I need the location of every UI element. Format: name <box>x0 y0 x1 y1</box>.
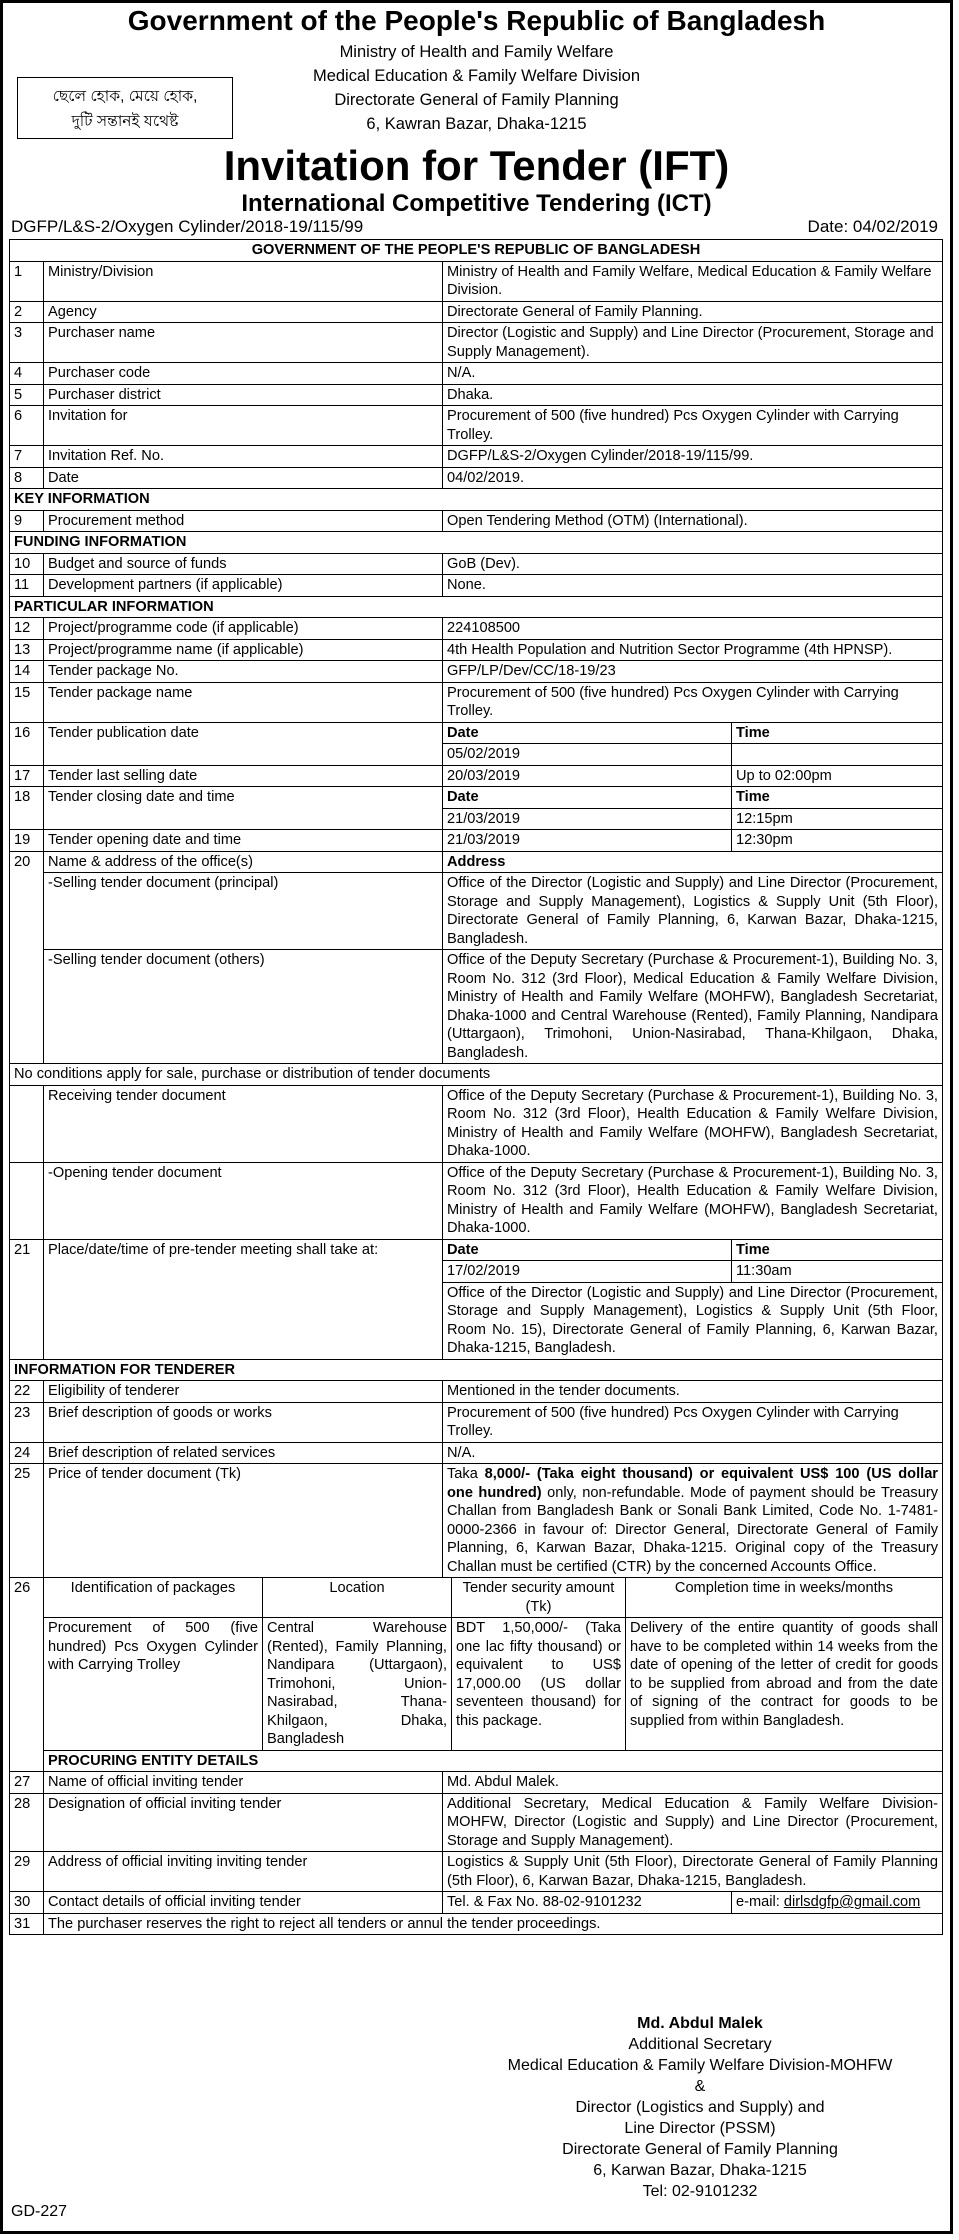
table-row: 16 Tender publication date Date Time <box>10 722 943 744</box>
notice-header <box>3 3 950 241</box>
tender-details-table: GOVERNMENT OF THE PEOPLE'S REPUBLIC OF BANGLADESH 1 Ministry/Division Ministry of Health and Family Welfare, Medical Education & Family Welfare Division. 2 Agency Directorate General of Family Planning. 3 Purchaser name Director (Logistic and Supply) and Line Director (Procurement, Storage and Supply Management). 4 Purchaser code N/A. 5 Purchaser district Dhaka. 6 Invitation for Procurement of 500 (five hundred) Pcs Oxygen Cylinder with Carrying Trolley. 7 Invitation Ref. No. DGFP/L&S-2/Oxygen Cylinder/2018-19/115/99. 8 Date 04/02/2019. KEY INFORMATION 9 Procurement method Open Tendering Method (OTM) (International). FUNDING INFORMATION 10 Budget and source of funds GoB (Dev). 11 Development partners (if applicable) None. PARTICULAR INFORMATION 12 Project/programme code (if applicable) 224108500 13 Project/programme name (if applicable) 4th Health Population and Nutrition Sector Programme (4th HPNSP). 14 Tender package No. GFP/LP/Dev/CC/18-19/23 15 Tender package name Procurement of 500 (five hundred) Pcs Oxygen Cylinder with Carrying Trolley. 16 Tender publication date Date Time 05/02/2019 17 Tender last selling date 20/03/2019 Up to 02:00pm 18 Tender closing date and time Date Time 21/03/2019 12:15pm 19 Tender opening date and time 21/03/2019 12:30pm 20 Name & address of the office(s) Address -Selling tender document (principal) Office of the Director (Logistic and Supply) and Line Director (Procurement, Storage and Supply Management), Logistics & Supply Unit (5th Floor), Directorate General of Family Planning, 6, Karwan Bazar, Dhaka-1215, Bangladesh. -Selling tender document (others) Office of the Deputy Secretary (Purchase & Procurement-1), Building No. 3, Room No. 312 (3rd Floor), Medical Education & Family Welfare Division, Ministry of Health and Family Welfare (MOHFW), Bangladesh Secretariat, Dhaka-1000 and Central Warehouse (Rented), Family Planning, Nandipara (Uttargaon), Trimohoni, Union-Nasirabad, Thana-Khilgaon, Dhaka, Bangladesh. No conditions apply for sale, purchase or distribution of tender documents Receiving tender document Office of the Deputy Secretary (Purchase & Procurement-1), Building No. 3, Room No. 312 (3rd Floor), Health Education & Family Welfare Division, Ministry of Health and Family Welfare (MOHFW), Bangladesh Secretariat, Dhaka-1000. -Opening tender document Office of the Deputy Secretary (Purchase & Procurement-1), Building No. 3, Room No. 312 (3rd Floor), Health Education & Family Welfare Division, Ministry of Health and Family Welfare (MOHFW), Bangladesh Secretariat, Dhaka-1000. 21 Place/date/time of pre-tender meeting shall take at: Date Time 17/02/2019 11:30am Office of the Director (Logistic and Supply) and Line Director (Procurement, Storage and Supply Management), Logistics & Supply Unit (5th Floor, Room No. 15), Directorate General of Family Planning, 6, Karwan Bazar, Dhaka-1215, Bangladesh. INFORMATION FOR TENDERER 22 Eligibility of tenderer Mentioned in the tender documents. 23 Brief description of goods or works Procurement of 500 (five hundred) Pcs Oxygen Cylinder with Carrying Trolley. 24 Brief description of related services N/A. 25 Price of tender document (Tk) Taka 8,000/- (Taka eight thousand) or equivalent US$ 100 (US dollar one hundred) only, non-refundable. Mode of payment should be Treasury Challan from Bangladesh Bank or Sonali Bank Limited, Code No. 1-7481-0000-2366 in favour of: Director General, Directorate General of Family Planning, 6, Karwan Bazar, Dhaka-1215. Original copy of the Treasury Challan must be certified (CTR) by the concerned Accounts Office. 26 Identification of packages Location Tender security amount (Tk) Completion time in weeks/months Procurement of 500 (five hundred) Pcs Oxygen Cylinder with Carrying Trolley Central Warehouse (Rented), Family Planning, Nandipara (Uttargaon), Trimohoni, Union-Nasirabad, Thana-Khilgaon, Dhaka, Bangladesh BDT 1,50,000/- (Taka one lac fifty thousand) or equivalent to US$ 17,000.00 (US dollar seventeen thousand) for this package. Delivery of the entire quantity of goods shall have to be completed within 14 weeks from the date of opening of the letter of credit for goods to be supplied from abroad and from the date of signing of the contract for goods to be supplied from within Bangladesh. PROCURING ENTITY DETAILS 27 Name of official inviting tender Md. Abdul Malek. 28 Designation of official inviting tender Additional Secretary, Medical Education & Family Welfare Division-MOHFW, Director (Logistic and Supply) and Line Director (Procurement, Storage and Supply Management). 29 Address of official inviting inviting tender Logistics & Supply Unit (5th Floor), Directorate General of Family Planning (5th Floor), 6, Karwan Bazar, Dhaka-1215, Bangladesh. 30 Contact details of official inviting tender Tel. & Fax No. 88-02-9101232 e-mail: dirlsdgfp@gmail.com 31 The purchaser reserves the right to reject all tenders or annul the tender proceedings. <box>9 239 943 1935</box>
table-row: 11 Development partners (if applicable) None. <box>10 575 943 597</box>
section-heading: PARTICULAR INFORMATION <box>10 596 943 618</box>
government-title: Government of the People's Republic of Bangladesh <box>127 5 826 36</box>
address-line: 6, Kawran Bazar, Dhaka-1215 <box>366 115 587 133</box>
signatory-name: Md. Abdul Malek <box>637 2015 763 2032</box>
slogan-line-1: ছেলে হোক, মেয়ে হোক, <box>52 88 198 105</box>
signature-block: Md. Abdul Malek Additional Secretary Medical Education & Family Welfare Division-MOHFW & Director (Logistics and Supply) and Line Director (PSSM) Directorate General of Family Planning 6, Karwan Bazar, Dhaka-1215 Tel: 02-9101232 <box>480 2013 920 2202</box>
directorate-line: Directorate General of Family Planning <box>334 91 619 109</box>
footer-code: GD-227 <box>11 2203 68 2220</box>
table-row: 26 Identification of packages Location Tender security amount (Tk) Completion time in weeks/months Procurement of 500 (five hundred) Pcs Oxygen Cylinder with Carrying Trolley Central Warehouse (Rented), Family Planning, Nandipara (Uttargaon), Trimohoni, Union-Nasirabad, Thana-Khilgaon, Dhaka, Bangladesh BDT 1,50,000/- (Taka one lac fifty thousand) or equivalent to US$ 17,000.00 (US dollar seventeen thousand) for this package. Delivery of the entire quantity of goods shall have to be completed within 14 weeks from the date of opening of the letter of credit for goods to be supplied from abroad and from the date of signing of the contract for goods to be supplied from within Bangladesh. <box>10 1578 943 1751</box>
table-row: 29 Address of official inviting inviting tender Logistics & Supply Unit (5th Floor), Directorate General of Family Planning (5th Floor), 6, Karwan Bazar, Dhaka-1215, Bangladesh. <box>10 1852 943 1892</box>
table-row: 24 Brief description of related services N/A. <box>10 1442 943 1464</box>
table-row: 1 Ministry/Division Ministry of Health and Family Welfare, Medical Education & Family Welfare Division. <box>10 261 943 301</box>
family-planning-slogan-box <box>17 77 233 139</box>
table-row: 20 Name & address of the office(s) Address <box>10 851 943 873</box>
ministry-line: Ministry of Health and Family Welfare <box>339 43 614 61</box>
table-row: 28 Designation of official inviting tender Additional Secretary, Medical Education & Family Welfare Division-MOHFW, Director (Logistic and Supply) and Line Director (Procurement, Storage and Supply Management). <box>10 1793 943 1852</box>
slogan-line-2: দুটি সন্তানই যথেষ্ট <box>71 113 179 130</box>
table-row: 9 Procurement method Open Tendering Method (OTM) (International). <box>10 510 943 532</box>
table-row: 13 Project/programme name (if applicable) 4th Health Population and Nutrition Sector Programme (4th HPNSP). <box>10 639 943 661</box>
section-heading: PROCURING ENTITY DETAILS <box>44 1750 943 1772</box>
table-row: 31 The purchaser reserves the right to reject all tenders or annul the tender proceedings. <box>10 1913 943 1935</box>
table-row: 23 Brief description of goods or works Procurement of 500 (five hundred) Pcs Oxygen Cylinder with Carrying Trolley. <box>10 1402 943 1442</box>
table-row: 19 Tender opening date and time 21/03/2019 12:30pm <box>10 830 943 852</box>
table-row: 17 Tender last selling date 20/03/2019 Up to 02:00pm <box>10 765 943 787</box>
table-row: 3 Purchaser name Director (Logistic and Supply) and Line Director (Procurement, Storage and Supply Management). <box>10 323 943 363</box>
table-row: 10 Budget and source of funds GoB (Dev). <box>10 553 943 575</box>
table-row: 27 Name of official inviting tender Md. Abdul Malek. <box>10 1772 943 1794</box>
contact-email-link[interactable]: dirlsdgfp@gmail.com <box>783 1894 921 1910</box>
division-line: Medical Education & Family Welfare Division <box>312 67 641 85</box>
no-conditions-note: No conditions apply for sale, purchase or distribution of tender documents <box>10 1064 943 1086</box>
section-heading: KEY INFORMATION <box>10 489 943 511</box>
section-heading: INFORMATION FOR TENDERER <box>10 1359 943 1381</box>
table-heading: GOVERNMENT OF THE PEOPLE'S REPUBLIC OF BANGLADESH <box>10 240 943 262</box>
table-row: 15 Tender package name Procurement of 500 (five hundred) Pcs Oxygen Cylinder with Carrying Trolley. <box>10 682 943 722</box>
table-row: 4 Purchaser code N/A. <box>10 363 943 385</box>
table-row: 7 Invitation Ref. No. DGFP/L&S-2/Oxygen Cylinder/2018-19/115/99. <box>10 446 943 468</box>
packages-table: Identification of packages Location Tender security amount (Tk) Completion time in weeks/months Procurement of 500 (five hundred) Pcs Oxygen Cylinder with Carrying Trolley Central Warehouse (Rented), Family Planning, Nandipara (Uttargaon), Trimohoni, Union-Nasirabad, Thana-Khilgaon, Dhaka, Bangladesh BDT 1,50,000/- (Taka one lac fifty thousand) or equivalent to US$ 17,000.00 (US dollar seventeen thousand) for this package. Delivery of the entire quantity of goods shall have to be completed within 14 weeks from the date of opening of the letter of credit for goods to be supplied from abroad and from the date of signing of the contract for goods to be supplied from within Bangladesh. <box>44 1578 942 1750</box>
table-row: 8 Date 04/02/2019. <box>10 467 943 489</box>
notice-title: Invitation for Tender (IFT) <box>223 142 730 189</box>
table-row: 6 Invitation for Procurement of 500 (five hundred) Pcs Oxygen Cylinder with Carrying Trolley. <box>10 406 943 446</box>
table-row: 18 Tender closing date and time Date Time <box>10 787 943 809</box>
table-row: 30 Contact details of official inviting tender Tel. & Fax No. 88-02-9101232 e-mail: dirlsdgfp@gmail.com <box>10 1892 943 1914</box>
table-row: 21 Place/date/time of pre-tender meeting shall take at: Date Time <box>10 1239 943 1261</box>
reference-number: DGFP/L&S-2/Oxygen Cylinder/2018-19/115/99 <box>11 217 364 236</box>
table-row: 25 Price of tender document (Tk) Taka 8,000/- (Taka eight thousand) or equivalent US$ 100 (US dollar one hundred) only, non-refundable. Mode of payment should be Treasury Challan from Bangladesh Bank or Sonali Bank Limited, Code No. 1-7481-0000-2366 in favour of: Director General, Directorate General of Family Planning, 6, Karwan Bazar, Dhaka-1215. Original copy of the Treasury Challan must be certified (CTR) by the concerned Accounts Office. <box>10 1464 943 1578</box>
notice-subtitle: International Competitive Tendering (ICT) <box>241 190 712 217</box>
table-row: 14 Tender package No. GFP/LP/Dev/CC/18-19/23 <box>10 661 943 683</box>
section-heading: FUNDING INFORMATION <box>10 532 943 554</box>
table-row: 22 Eligibility of tenderer Mentioned in the tender documents. <box>10 1381 943 1403</box>
table-row: 12 Project/programme code (if applicable) 224108500 <box>10 618 943 640</box>
reference-row <box>11 217 938 237</box>
table-row: 5 Purchaser district Dhaka. <box>10 384 943 406</box>
notice-date: Date: 04/02/2019 <box>807 217 938 236</box>
table-row: 2 Agency Directorate General of Family Planning. <box>10 301 943 323</box>
